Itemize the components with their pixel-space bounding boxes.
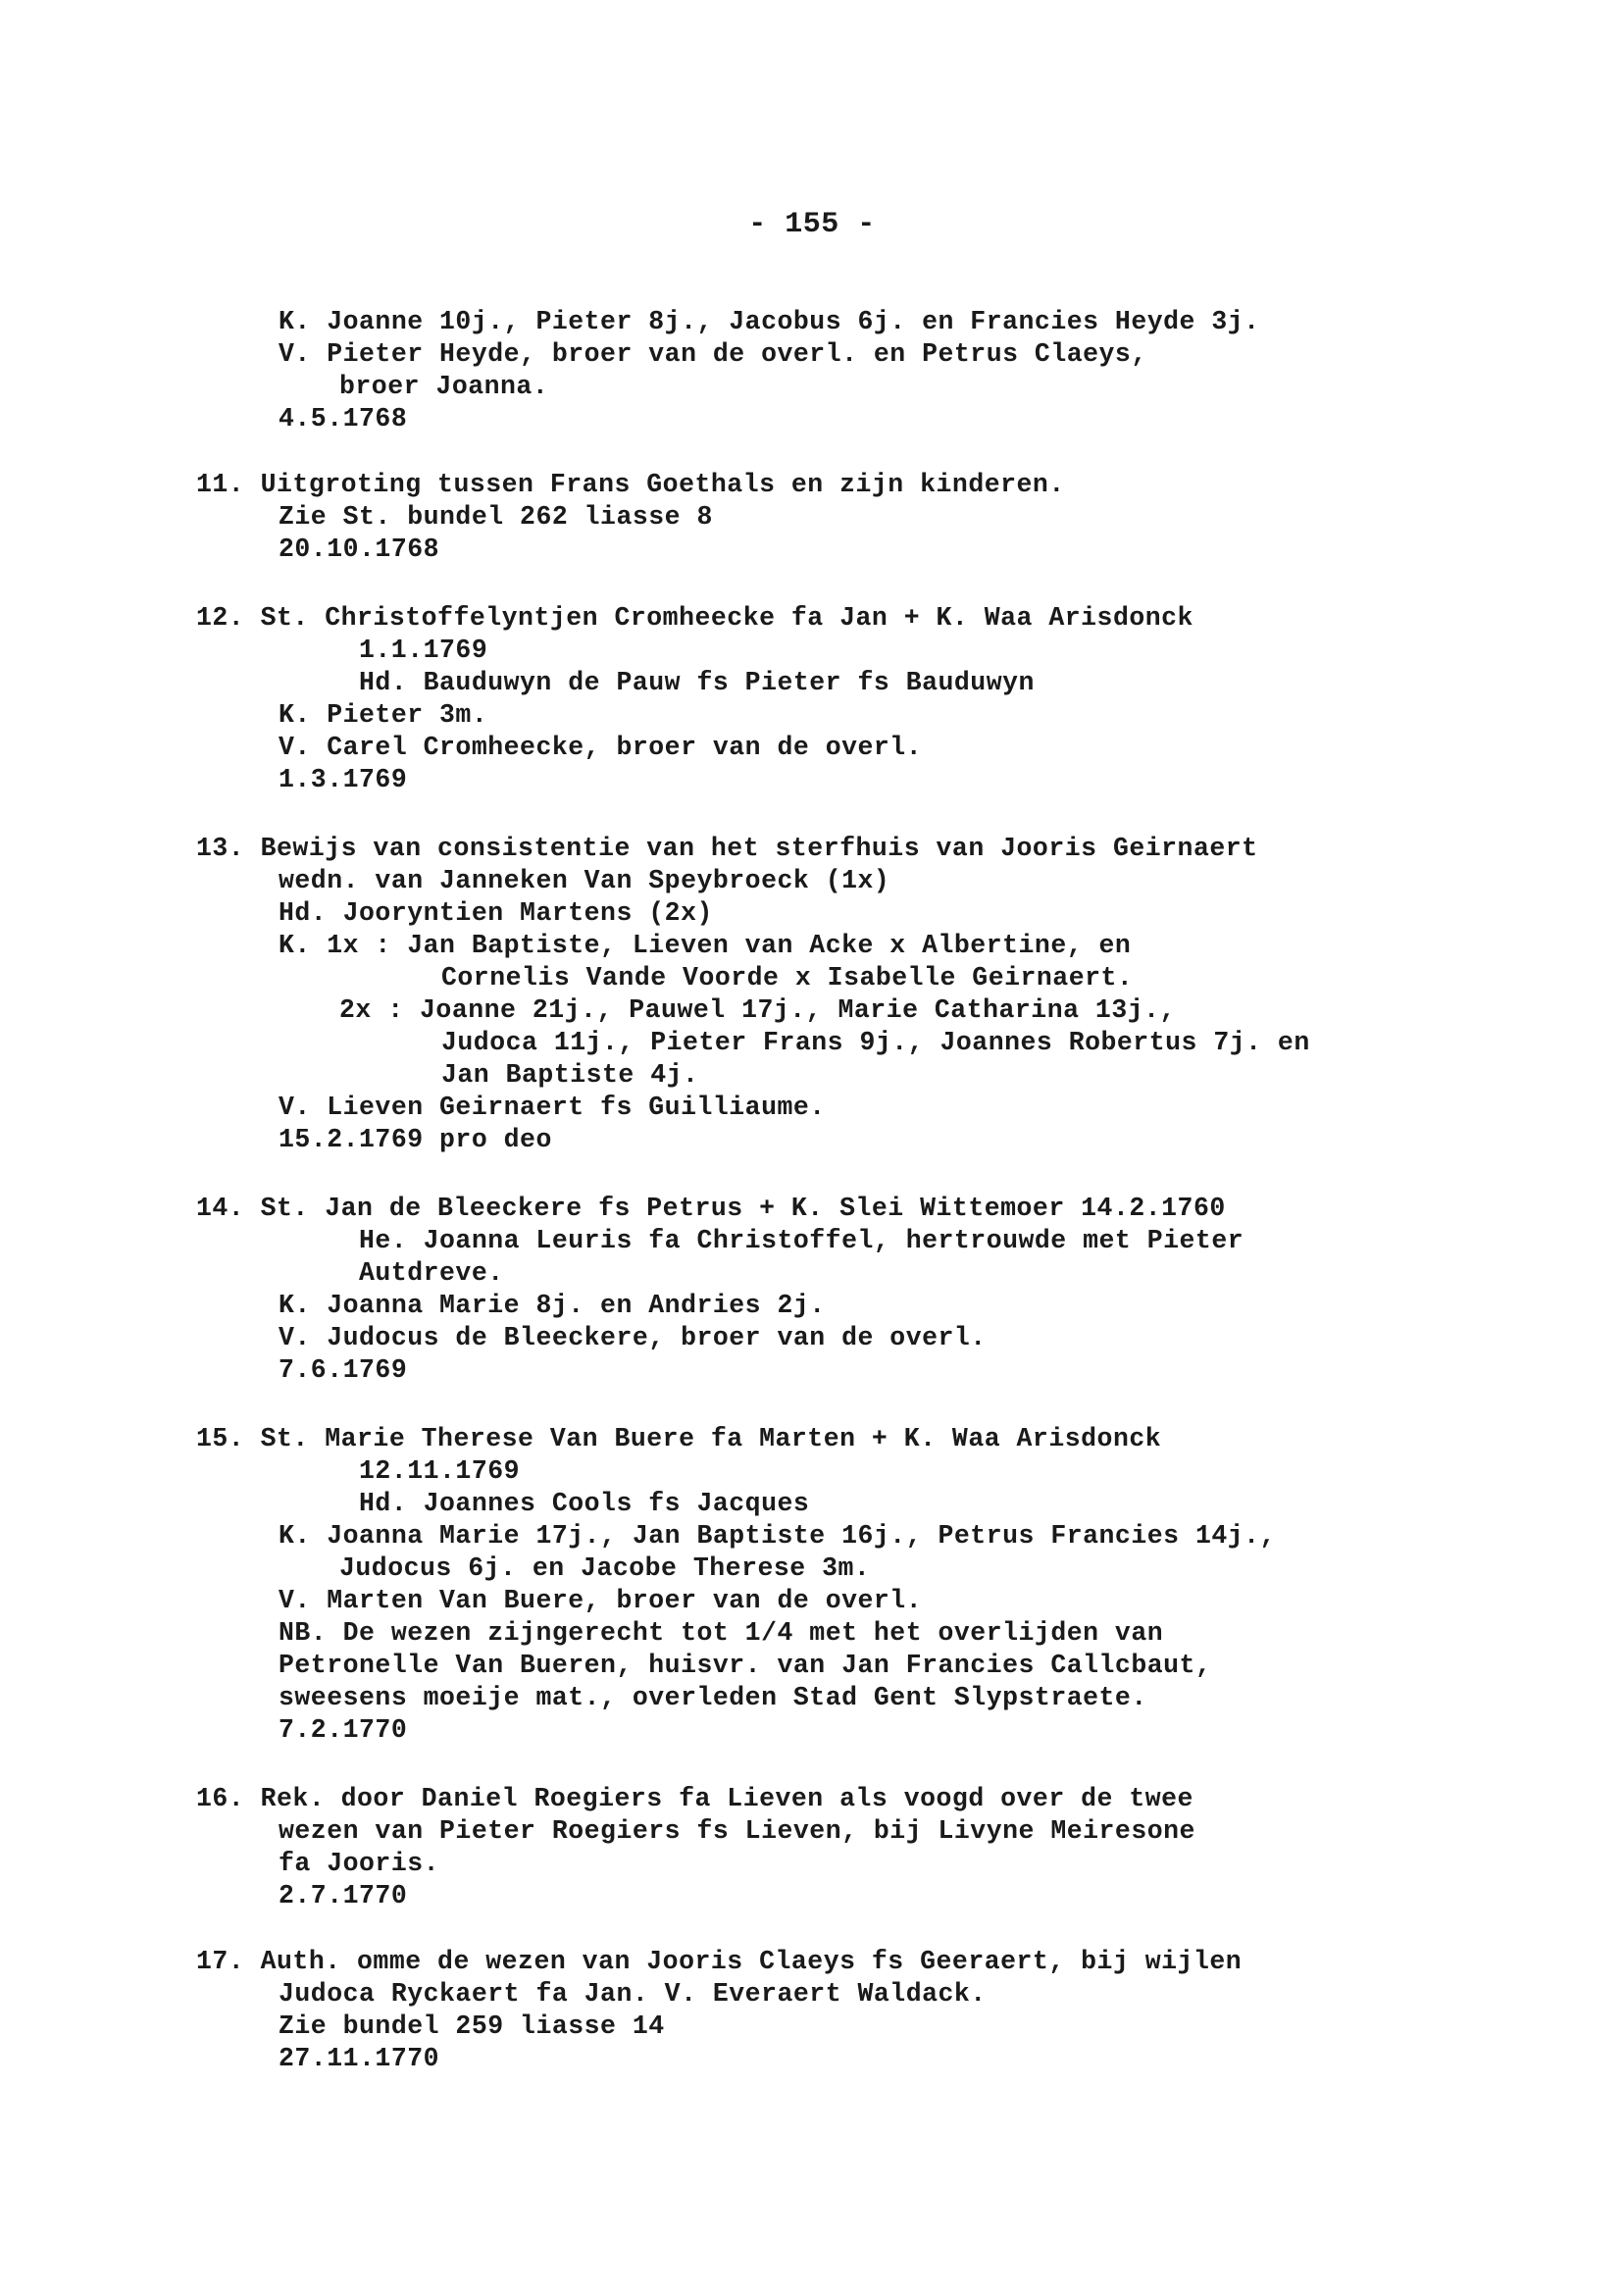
text-line: wezen van Pieter Roegiers fs Lieven, bij Livyne Meiresone [279,1816,1195,1846]
text-line: 11. Uitgroting tussen Frans Goethals en zijn kinderen. [196,470,1065,499]
text-line: V. Lieven Geirnaert fs Guilliaume. [279,1093,826,1122]
text-line: V. Pieter Heyde, broer van de overl. en Petrus Claeys, [279,339,1147,369]
text-line: Zie St. bundel 262 liasse 8 [279,502,713,532]
text-line: K. Pieter 3m. [279,700,488,730]
text-line: 7.2.1770 [279,1715,408,1745]
text-line: Autdreve. [359,1258,504,1288]
text-line: sweesens moeije mat., overleden Stad Gent Slypstraete. [279,1683,1147,1712]
text-line: 2.7.1770 [279,1881,408,1910]
text-line: broer Joanna. [339,372,549,401]
text-line: 7.6.1769 [279,1355,408,1385]
text-line: 12. St. Christoffelyntjen Cromheecke fa Jan + K. Waa Arisdonck [196,603,1193,633]
text-line: Cornelis Vande Voorde x Isabelle Geirnaert. [441,963,1134,993]
text-line: fa Jooris. [279,1849,440,1878]
text-line: 13. Bewijs van consistentie van het sterfhuis van Jooris Geirnaert [196,834,1258,863]
text-line: V. Judocus de Bleeckere, broer van de overl. [279,1323,987,1352]
text-line: 1.1.1769 [359,636,488,665]
text-line: He. Joanna Leuris fa Christoffel, hertrouwde met Pieter [359,1226,1244,1255]
text-line: K. Joanna Marie 17j., Jan Baptiste 16j., Petrus Francies 14j., [279,1521,1276,1551]
text-line: K. Joanna Marie 8j. en Andries 2j. [279,1291,826,1320]
text-line: Hd. Jooryntien Martens (2x) [279,898,713,928]
text-line: Jan Baptiste 4j. [441,1060,699,1090]
text-line: 1.3.1769 [279,765,408,794]
text-line: Petronelle Van Bueren, huisvr. van Jan Francies Callcbaut, [279,1651,1212,1680]
text-line: 27.11.1770 [279,2044,440,2073]
text-line: Hd. Bauduwyn de Pauw fs Pieter fs Bauduwyn [359,668,1035,697]
text-line: 4.5.1768 [279,404,408,433]
text-line: 2x : Joanne 21j., Pauwel 17j., Marie Catharina 13j., [339,995,1176,1025]
text-line: wedn. van Janneken Van Speybroeck (1x) [279,866,890,895]
text-line: Judocus 6j. en Jacobe Therese 3m. [339,1553,871,1583]
text-line: 12.11.1769 [359,1456,521,1486]
text-line: 17. Auth. omme de wezen van Jooris Claeys fs Geeraert, bij wijlen [196,1947,1243,1976]
text-line: 16. Rek. door Daniel Roegiers fa Lieven als voogd over de twee [196,1784,1193,1813]
text-line: 20.10.1768 [279,535,440,564]
text-line: Zie bundel 259 liasse 14 [279,2011,665,2041]
text-line: 15.2.1769 pro deo [279,1125,552,1154]
text-line: 14. St. Jan de Bleeckere fs Petrus + K. Slei Wittemoer 14.2.1760 [196,1194,1226,1223]
text-line: V. Carel Cromheecke, broer van de overl. [279,733,923,762]
text-line: K. Joanne 10j., Pieter 8j., Jacobus 6j. en Francies Heyde 3j. [279,307,1260,336]
text-line: NB. De wezen zijngerecht tot 1/4 met het overlijden van [279,1618,1164,1648]
text-line: Judoca 11j., Pieter Frans 9j., Joannes Robertus 7j. en [441,1028,1310,1057]
text-line: K. 1x : Jan Baptiste, Lieven van Acke x Albertine, en [279,931,1132,960]
page-number: - 155 - [748,208,876,241]
text-line: V. Marten Van Buere, broer van de overl. [279,1586,923,1615]
text-line: Hd. Joannes Cools fs Jacques [359,1489,810,1518]
text-line: 15. St. Marie Therese Van Buere fa Marten + K. Waa Arisdonck [196,1424,1162,1453]
text-line: Judoca Ryckaert fa Jan. V. Everaert Waldack. [279,1979,987,2009]
